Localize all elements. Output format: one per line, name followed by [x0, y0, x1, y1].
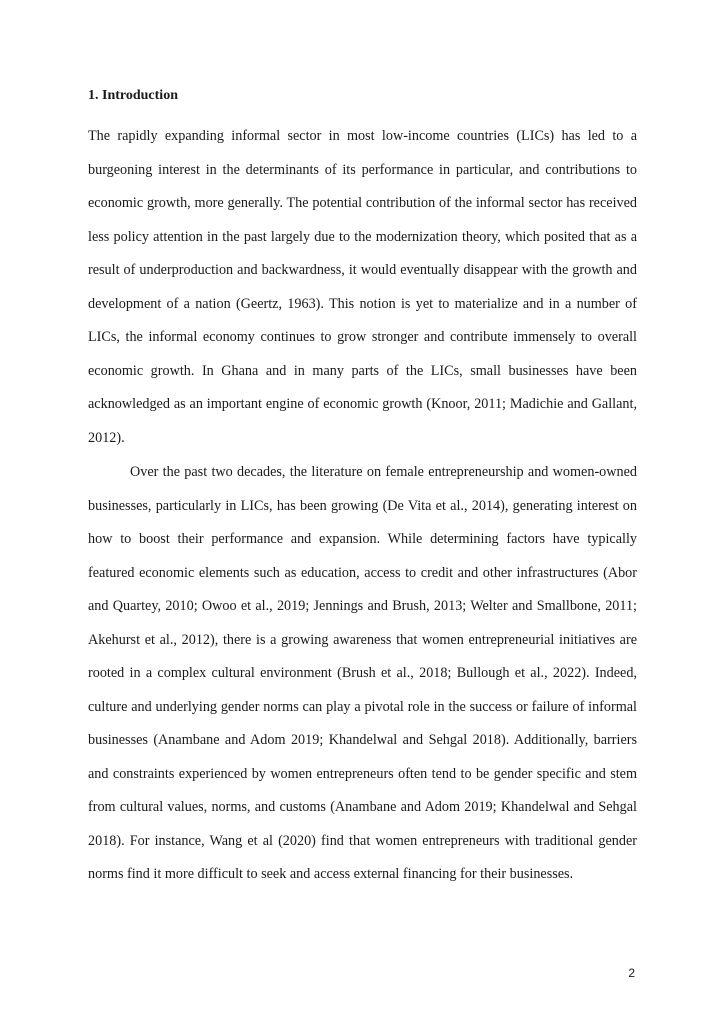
section-heading: 1. Introduction	[88, 88, 178, 103]
paragraph-2: Over the past two decades, the literature on female entrepreneurship and women-owned businesses, particularly in LICs, has been growing (De Vita et al., 2014), generating interest on how to boost their performance and expansion. While determining factors have typically featured economic elements such as education, access to credit and other infrastructures (Abor and Quartey, 2010; Owoo et al., 2019; Jennings and Brush, 2013; Welter and Smallbone, 2011; Akehurst et al., 2012), there is a growing awareness that women entrepreneurial initiatives are rooted in a complex cultural environment (Brush et al., 2018; Bullough et al., 2022). Indeed, culture and underlying gender norms can play a pivotal role in the success or failure of informal businesses (Anambane and Adom 2019; Khandelwal and Sehgal 2018). Additionally, barriers and constraints experienced by women entrepreneurs often tend to be gender specific and stem from cultural values, norms, and customs (Anambane and Adom 2019; Khandelwal and Sehgal 2018). For instance, Wang et al (2020) find that women entrepreneurs with traditional gender norms find it more difficult to seek and access external financing for their businesses.	[88, 464, 637, 882]
paragraph-1: The rapidly expanding informal sector in most low-income countries (LICs) has led to a burgeoning interest in the determinants of its performance in particular, and contributions to economic growth, more generally. The potential contribution of the informal sector has received less policy attention in the past largely due to the modernization theory, which posited that as a result of underproduction and backwardness, it would eventually disappear with the growth and development of a nation (Geertz, 1963). This notion is yet to materialize and in a number of LICs, the informal economy continues to grow stronger and contribute immensely to overall economic growth. In Ghana and in many parts of the LICs, small businesses have been acknowledged as an important engine of economic growth (Knoor, 2011; Madichie and Gallant, 2012).	[88, 128, 637, 446]
page-body	[88, 86, 637, 892]
page-number: 2	[628, 966, 635, 980]
